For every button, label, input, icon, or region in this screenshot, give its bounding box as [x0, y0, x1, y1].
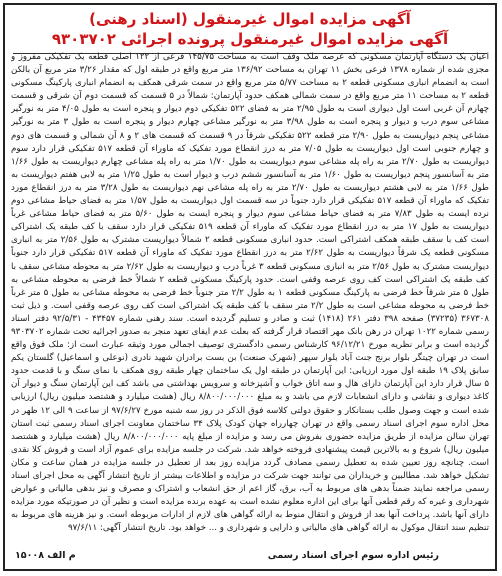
notice-body-paragraph: اعیان یک دستگاه آپارتمان مسکونی که عرصه ملک وقف است به مساحت ۱۴۵/۷۵ فرعی از ۱۲۲ اصلی قطعه یک تفکیکی مفروز و مجزی شده از شماره ۱۳۷۸ فرعی بخش ۱۱ تهران به مساحت ۱۳۶/۹۲ متر مربع واقع در طبقه اول که مقدار ۳/۲۶ متر مربع آن بالکن است به انضمام انباری مسکونی قطعه ۲ به مساحت ۵/۷۷ متر مربع واقع در سمت شرقی همکف به انضمام انباری پارکینگ مسکونی قطعه ۲ به مساحت ۱۱ متر مربع واقع در سمت شمالی همکف حدود آپارتمان: شمالاً در ۵ قسمت که قسمت دوم آن شرقی و قسمت چهارم آن غربی است اول دیواری است به طول ۲/۹۵ متر به فضای ۵۲۲ تفکیکی دوم دیوار و پنجره است به طول ۴/۰۵ متر به نورگیر مشاعی سوم درب و دیوار و پنجره است به طول ۳/۹۸ متر به نورگیر مشاعی چهارم دیوار و پنجره است به طول ۳ متر به نورگیر مشاعی پنجم دیواریست به طول ۲/۹۰ متر قطعه ۵۲۲ تفکیکی شرقاً در ۹ قسمت که قسمت های ۲ و ۸ آن شمالی و قسمت های دوم و چهارم جنوبی است اول دیواریست به طول ۷/۰۵ متر به درز انقطاع مورد تفکیک که ماوراء آن قطعه ۵۱۷ تفکیکی قرار دارد سوم دیواریست به طول ۲/۷۰ متر به راه پله مشاعی سوم دیواریست به طول ۱/۷۰ متر به راه پله مشاعی چهارم دیواریست به طول ۱/۶۶ متر به آسانسور پنجم دیواریست به طول ۱/۶۰ متر به آسانسور ششم درب و دیوار است به طول ۱/۲۵ متر به لابی هفتم دیواریست به طول ۱/۶۶ متر به لابی هشتم دیواریست به طول ۲/۷۰ متر به راه پله مشاعی نهم دیواریست به طول ۳/۲۸ متر به درز انقطاع مورد تفکیک که ماوراء آن قطعه ۵۱۷ تفکیکی قرار دارد جنوباً در سه قسمت اول دیواریست به طول ۱/۵۷ متر به فضای حیاط مشاعی دوم نرده ایست به طول ۷/۸۳ متر به فضای حیاط مشاعی سوم دیوار و پنجره ایست به طول ۵/۶۰ متر به فضای حیاط مشاعی غرباً دیواریست به طول ۱۷ متر به درز انقطاع مورد تفکیک که ماوراء آن قطعه ۵۱۹ تفکیکی قرار دارد سقف با کف طبقه یک اشتراکی است کف با سقف طبقه همکف اشتراکی است. حدود انباری مسکونی قطعه ۲ شمالاً دیواریست مشترک به طول ۲/۵۶ متر به انباری مسکونی قطعه یک شرقاً دیواریست به طول ۲/۶۲ متر به درز انقطاع مورد تفکیک که ماوراء آن قطعه ۵۱۷ تفکیکی قرار دارد جنوباً دیواریست مشترک به طول ۲/۵۶ متر به انباری مسکونی قطعه ۳ غرباً درب و دیواریست به طول ۲/۶۲ متر به محوطه مشاعی سقف با کف طبقه یک اشتراکی است کف روی عرصه وقفی است. حدود پارکینگ مسکونی قطعه ۲ شمالاً خط فرضی به محوطه مشاعی به طول ۵ متر شرقاً خط فرضی به پارکینگ مسکونی قطعه ۱ به طول ۲/۲ متر جنوباً خط فرضی به محوطه مشاعی به طول ۵ متر غرباً خط فرضی به محوطه مشاعی است به طول ۲/۲ متر سقف با کف طبقه یک اشتراکی است کف روی عرصه وقفی است. و ذیل ثبت ۳۶۷۳۰۸ (۳۷۲۳۵) صفحه ۳۹۸ دفتر ۲۶۱ (۱۴۱۸) ثبت و صادر و تسلیم گردیده است. سند رهنی شماره ۴۳۴۵۷ - ۹۲/۵/۳۱ دفتر اسناد رسمی شماره ۱۰۲۲ تهران در رهن بانک مهر اقتصاد قرار گرفته که بعلت عدم ایفای تعهد منجر به صدور اجرائیه تحت شماره ۹۳۰۳۷۰۲ گردیده است و برابر نظریه مورخ ۹۶/۱۲/۲۱ کارشناس رسمی دادگستری توصیف اجمالی مورد وثیقه عبارت است از: ملک فوق واقع است در تهران چیتگر بلوار برنج جنت آباد بلوار سپهر (شهرک صنعت) بن بست برادران شهید نادری (نوعلی و اسماعیل) گلستان یکم سابق پلاک ۱۹ طبقه اول مورد ارزیابی: این آپارتمان در طبقه اول یک ساختمان چهار طبقه روی همکف با نمای سنگ و با قدمت حدود ۵ سال قرار دارد این آپارتمان دارای هال و سه اتاق خواب و آشپزخانه و سرویس بهداشتی می باشد کف این آپارتمان سنگ و دیوار آن کاغذ دیواری و نقاشی و دارای انشعابات لازم می باشد و به مبلغ ۸/۸۰۰/۰۰۰/۰۰۰ ریال (هشت میلیارد و هشتصد میلیون ریال) ارزیابی شده است و جهت وصول طلب بستانکار و حقوق دولتی کلاسه فوق الذکر در روز سه شنبه مورخ ۹۷/۶/۲۷ از ساعت ۹ الی ۱۲ ظهر در محل اداره سوم اجرای اسناد رسمی واقع در تهران چهارراه جهان کودک پلاک ۳۴ ساختمان معاونت اجرای اسناد رسمی ثبت استان تهران سالن مزایده از طریق مزایده حضوری بفروش می رسد و مزایده از مبلغ پایه ۸/۸۰۰/۰۰۰/۰۰۰ ریال (هشت میلیارد و هشتصد میلیون ریال) شروع و به بالاترین قیمت پیشنهادی فروخته خواهد شد. شرکت در جلسه مزایده برای عموم آزاد است و فروش کلا نقدی است. چنانچه روز تعیین شده به تعطیل رسمی مصادف گردد مزایده روز بعد از تعطیل در جلسه مزایده در همان ساعت و مکان تشکیل خواهد شد. مطالبین و خریداران می توانند جهت شرکت در مزایده و اطلاعات بیشتر از تاریخ انتشار آگهی به محل اجرای اسناد رسمی مراجعه نمایند ضمناً بدهی های مربوط به آب، برق، گاز اعم از حق انشعاب و اشتراک و مصرف و نیز بدهی مالیاتی و عوارض شهرداری و غیره که رقم قطعی آنها برای این اداره معلوم نشده است به عهده برنده مزایده است و نظیر آن در صورتیکه مورد مزایده دارای آنها باشد. پرداخت آنها بعد از فروش و انتقال منوط به ارائه گواهی های لازم از ادارات مربوطه است. و نیز هزینه های مربوط به تنظیم سند انتقال موکول به ارائه گواهی های مالیاتی و دارایی و شهرداری و ... خواهد بود. تاریخ انتشار آگهی: ۹۷/۶/۱۱: [11, 52, 489, 534]
notice-subtitle: آگهی مزایده اموال غیرمنقول پرونده اجرائی ۹۳۰۳۷۰۲: [51, 30, 449, 48]
notice-header: [5, 5, 495, 49]
notice-title: آگهی مزایده اموال غیرمنقول (اسناد رهنی): [89, 10, 411, 28]
notice-code: م الف ۱۵۰۰۸: [15, 550, 76, 561]
signature-line: رئیس اداره سوم اجرای اسناد رسمی: [267, 550, 439, 561]
notice-footer: [11, 548, 489, 564]
notice-body: [11, 51, 489, 543]
auction-notice: [3, 3, 497, 571]
